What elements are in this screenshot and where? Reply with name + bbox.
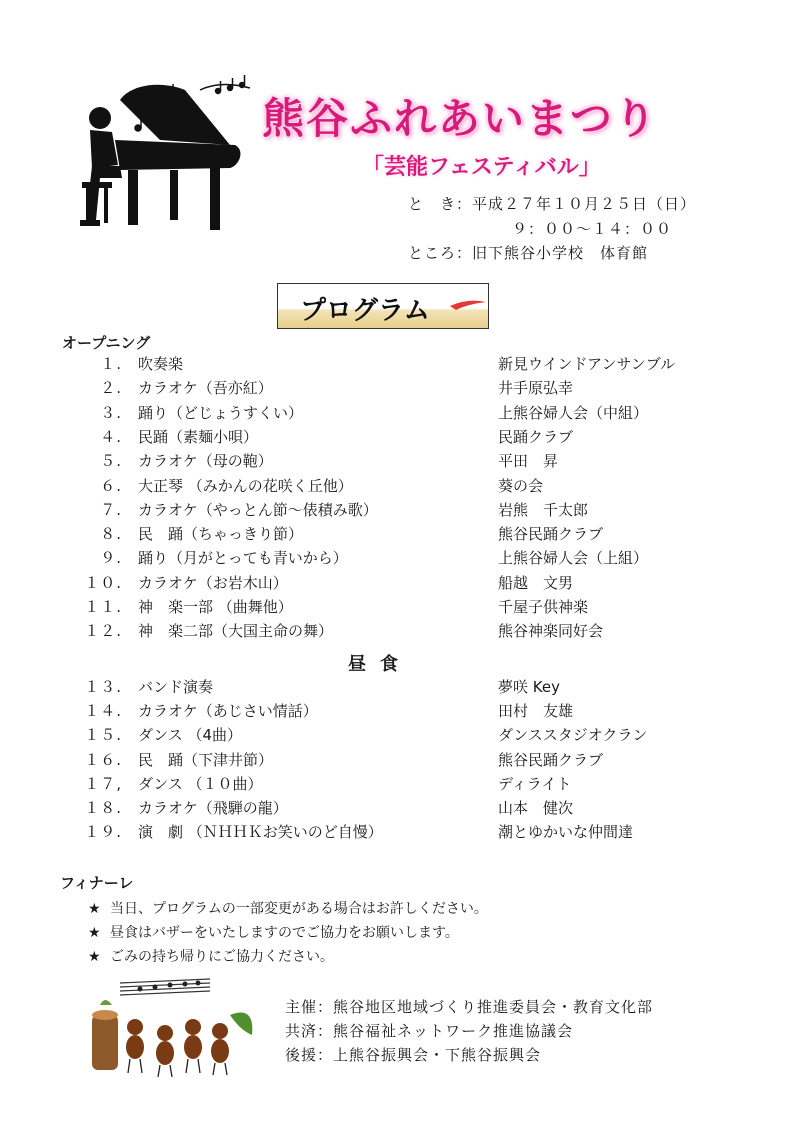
program-number: １６. <box>84 750 122 769</box>
program-number: ２. <box>100 379 122 398</box>
program-name: カラオケ（お岩木山） <box>138 573 288 592</box>
program-name: 演 劇 （ＮＨＨＫお笑いのど自慢） <box>138 823 383 842</box>
program-name: 踊り（月がとっても青いから） <box>138 549 348 568</box>
performer-name: 岩熊 千太郎 <box>498 500 589 519</box>
program-number: ９. <box>100 549 122 568</box>
program-row <box>0 749 800 773</box>
program-name: 民 踊（下津井節） <box>138 750 274 769</box>
program-row <box>0 475 800 499</box>
event-date <box>408 193 696 214</box>
program-row <box>0 773 800 797</box>
program-number: １２. <box>84 622 122 641</box>
notice-text: ごみの持ち帰りにご協力ください。 <box>110 949 334 965</box>
performer-name: ディライト <box>498 774 572 793</box>
program-name: カラオケ（飛騨の龍） <box>138 799 288 817</box>
star-icon: ★ <box>88 949 101 965</box>
program-number: ４. <box>100 427 122 446</box>
date-value: 平成２７年１０月２５日（日） <box>472 195 697 213</box>
program-row <box>0 547 800 571</box>
program-row <box>0 724 800 748</box>
performer-name: 葵の会 <box>498 476 544 495</box>
performer-name: 潮とゆかいな仲間達 <box>498 823 634 842</box>
program-name: 神 楽一部 （曲舞他） <box>138 598 293 616</box>
event-time: ９：００～１４：００ <box>512 220 673 238</box>
program-number: １４. <box>84 702 122 721</box>
piano-player-illustration <box>60 70 270 250</box>
program-row <box>0 450 800 474</box>
performer-name: 平田 昇 <box>498 452 559 471</box>
notice-item <box>88 946 334 966</box>
performer-name: ダンススタジオクラン <box>498 726 648 745</box>
performer-name: 熊谷神楽同好会 <box>498 622 604 641</box>
performer-name: 井手原弘幸 <box>498 379 574 398</box>
performer-name: 新見ウインドアンサンブル <box>498 355 676 373</box>
place-label: ところ： <box>408 244 473 262</box>
program-name: 踊り（どじょうすくい） <box>138 403 304 422</box>
program-row <box>0 596 800 620</box>
program-name: 吹奏楽 <box>138 355 184 373</box>
performer-name: 民踊クラブ <box>498 427 574 446</box>
program-number: １３. <box>84 678 122 696</box>
program-row <box>0 523 800 547</box>
program-name: カラオケ（吾亦紅） <box>138 379 273 398</box>
performer-name: 上熊谷婦人会（中組） <box>498 403 649 422</box>
notice-text: 昼食はバザーをいたしますのでご協力をお願いします。 <box>110 925 459 941</box>
notice-text: 当日、プログラムの一部変更がある場合はお許しください。 <box>110 901 488 917</box>
program-number: １７, <box>84 774 122 793</box>
program-name: バンド演奏 <box>138 678 214 696</box>
performer-name: 熊谷民踊クラブ <box>498 750 604 769</box>
performer-name: 山本 健次 <box>498 799 574 817</box>
program-number: ５. <box>100 452 122 471</box>
notice-item <box>88 922 459 942</box>
organizer-host: 主催：熊谷地区地域づくり推進委員会・教育文化部 <box>285 998 654 1016</box>
program-row <box>0 797 800 821</box>
program-name: ダンス （4曲） <box>138 726 243 745</box>
performer-name: 夢咲 Key <box>498 678 560 696</box>
program-row <box>0 700 800 724</box>
notice-item <box>88 898 488 918</box>
program-row <box>0 620 800 644</box>
program-number: ６. <box>100 476 122 495</box>
star-icon: ★ <box>88 901 101 917</box>
program-number: １. <box>100 355 122 373</box>
program-name: 民踊（素麺小唄） <box>138 427 259 446</box>
program-number: １５. <box>84 726 122 745</box>
program-number: ３. <box>100 403 122 422</box>
organizer-support: 後援：上熊谷振興会・下熊谷振興会 <box>285 1046 542 1064</box>
ant-band-illustration <box>80 975 260 1080</box>
program-number: １１. <box>84 598 122 616</box>
organizer-cohost: 共済：熊谷福祉ネットワーク推進協議会 <box>285 1022 574 1040</box>
program-name: ダンス （１０曲） <box>138 774 263 793</box>
program-name: カラオケ（やっとん節～俵積み歌） <box>138 500 378 519</box>
section-opening: オープニング <box>62 334 151 352</box>
program-row <box>0 402 800 426</box>
festival-title: 熊谷ふれあいまつり <box>262 94 659 143</box>
program-row <box>0 377 800 401</box>
program-row <box>0 821 800 845</box>
program-name: カラオケ（あじさい情話） <box>138 702 318 721</box>
performer-name: 熊谷民踊クラブ <box>498 525 604 544</box>
swoosh-decoration-icon <box>448 296 488 312</box>
program-row <box>0 499 800 523</box>
performer-name: 船越 文男 <box>498 573 574 592</box>
place-value: 旧下熊谷小学校 体育館 <box>472 244 649 262</box>
program-name: 民 踊（ちゃっきり節） <box>138 525 304 544</box>
section-finale: フィナーレ <box>60 874 134 892</box>
section-lunch: 昼食 <box>348 654 412 675</box>
program-row <box>0 676 800 700</box>
star-icon: ★ <box>88 925 101 941</box>
event-place <box>408 242 648 263</box>
festival-subtitle: 「芸能フェスティバル」 <box>362 155 601 180</box>
performer-name: 千屋子供神楽 <box>498 598 589 616</box>
program-row <box>0 353 800 377</box>
program-name: 大正琴 （みかんの花咲く丘他） <box>138 476 353 495</box>
program-row <box>0 426 800 450</box>
performer-name: 田村 友雄 <box>498 702 574 721</box>
program-name: カラオケ（母の鞄） <box>138 452 273 471</box>
program-number: １８. <box>84 799 122 817</box>
program-name: 神 楽二部（大国主命の舞） <box>138 622 334 641</box>
performer-name: 上熊谷婦人会（上組） <box>498 549 649 568</box>
date-label: と き： <box>408 195 473 213</box>
program-heading: プログラム <box>300 296 430 326</box>
program-number: ８. <box>100 525 122 544</box>
program-row <box>0 572 800 596</box>
program-number: ７. <box>100 500 122 519</box>
program-number: １９. <box>84 823 122 842</box>
program-number: １０. <box>84 573 122 592</box>
